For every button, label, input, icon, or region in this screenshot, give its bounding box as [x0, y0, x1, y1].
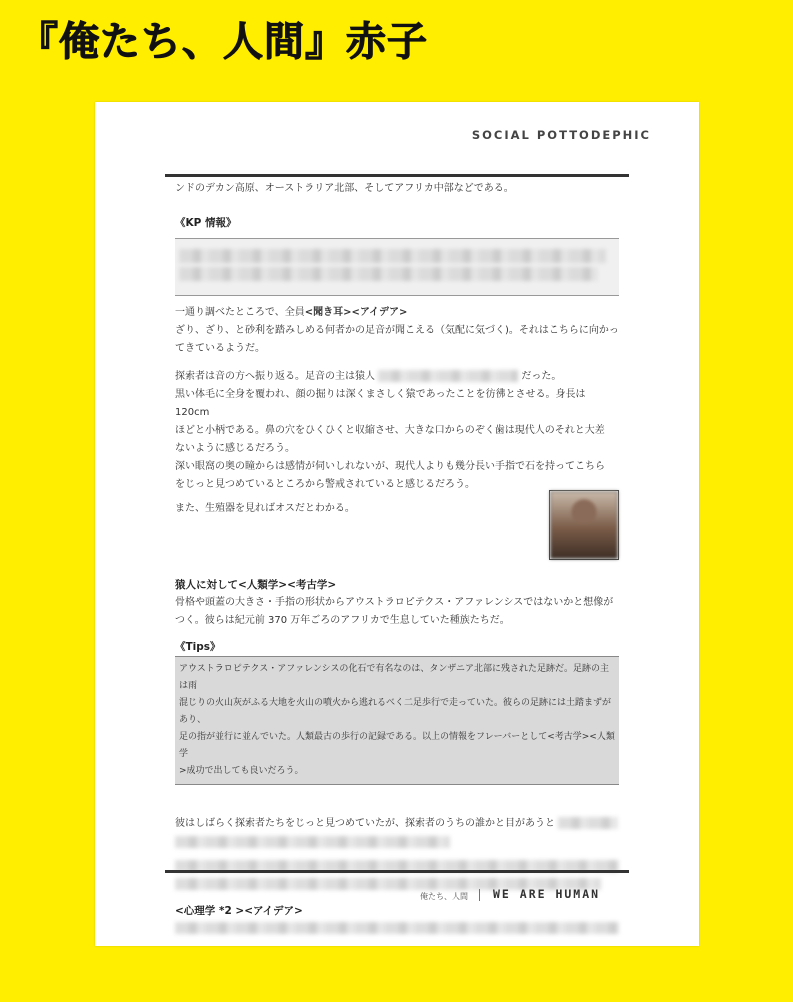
redacted-text [558, 817, 618, 829]
kp-heading: 《KP 情報》 [175, 217, 237, 229]
hominid-photo [550, 491, 618, 559]
text: だった。 [521, 371, 562, 382]
tips-line-3: 足の指が並行に並んでいた。人類最古の歩行の記録である。以上の情報をフレーバーとして<考古学><人類学 [179, 732, 615, 759]
paragraph-2-line-1 [175, 368, 619, 386]
brand-header: SOCIAL POTTODEPHIC [471, 128, 651, 142]
paragraph-2-line-2: 黒い体毛に全身を覆われ、顔の掘りは深くまさしく猿であったことを彷彿とさせる。身長は 120cm [175, 389, 586, 418]
banner-title: 『俺たち、人間』赤子 [18, 19, 428, 65]
kp-info-box [175, 238, 619, 296]
tips-box [175, 656, 619, 785]
paragraph-1-line-2: ざり、ざり、と砂利を踏みしめる何者かの足音が聞こえる（気配に気づく)。それはこちらに向かっ [175, 325, 619, 336]
hominid-photo-frame [549, 490, 619, 560]
document-page [95, 102, 699, 946]
text: 彼はしばらく探索者たちをじっと見つめていたが、探索者のうちの誰かと目があうと [175, 818, 555, 829]
intro-line: ンドのデカン高原、オーストラリア北部、そしてアフリカ中部などである。 [175, 183, 514, 194]
photo-row [175, 500, 619, 570]
psych-heading: <心理学 *2 ><アイデア> [175, 905, 303, 917]
paragraph-2-line-5: 深い眼窩の奥の瞳からは感情が伺いしれないが、現代人よりも幾分長い手指で石を持ってこちら [175, 461, 605, 472]
top-divider [165, 174, 629, 177]
skill-check: <聞き耳><アイデア> [304, 307, 408, 318]
footer-title-en: WE ARE HUMAN [493, 887, 601, 901]
bottom-divider [165, 870, 629, 873]
tips-line-4: >成功で出しても良いだろう。 [179, 766, 304, 776]
redacted-text [179, 249, 606, 263]
tips-line-2: 混じりの火山灰がふる大地を火山の噴火から逃れるべく二足歩行で走っていた。彼らの足跡には土踏まずがあり、 [179, 698, 612, 725]
footer-title-jp: 俺たち、人間 [420, 892, 468, 901]
redacted-text [175, 922, 619, 934]
tips-line-1: アウストラロピテクス・アファレンシスの化石で有名なのは、タンザニア北部に残された足跡だ。足跡の主は雨 [179, 664, 610, 691]
text: 一通り調べたところで、全員 [175, 307, 305, 318]
skill-line-2: つく。彼らは紀元前 370 万年ごろのアフリカで生息していた種族たちだ。 [175, 615, 510, 626]
paragraph-1-line-3: てきているようだ。 [175, 343, 265, 354]
text: 探索者は音の方へ振り返る。足音の主は猿人 [175, 371, 375, 382]
redacted-text [179, 267, 598, 281]
skill-heading: 猿人に対して<人類学><考古学> [175, 579, 337, 591]
footer-separator [479, 889, 480, 901]
tips-heading: 《Tips》 [175, 641, 221, 653]
redacted-text [378, 370, 518, 382]
paragraph-3: また、生殖器を見ればオスだとわかる。 [175, 503, 355, 514]
paragraph-2-line-4: ないように感じるだろう。 [175, 443, 295, 454]
skill-line-1: 骨格や頭蓋の大きさ・手指の形状からアウストラロピテクス・アファレンシスではないかと想像が [175, 597, 614, 608]
redacted-text [175, 836, 450, 848]
document-body [175, 180, 619, 934]
paragraph-2-line-6: をじっと見つめているところから警戒されていると感じるだろう。 [175, 479, 475, 490]
paragraph-1-line-1 [175, 304, 619, 322]
paragraph-2-line-3: ほどと小柄である。鼻の穴をひくひくと収縮させ、大きな口からのぞく歯は現代人のそれと大差 [175, 425, 605, 436]
paragraph-4-line-1 [175, 815, 619, 833]
